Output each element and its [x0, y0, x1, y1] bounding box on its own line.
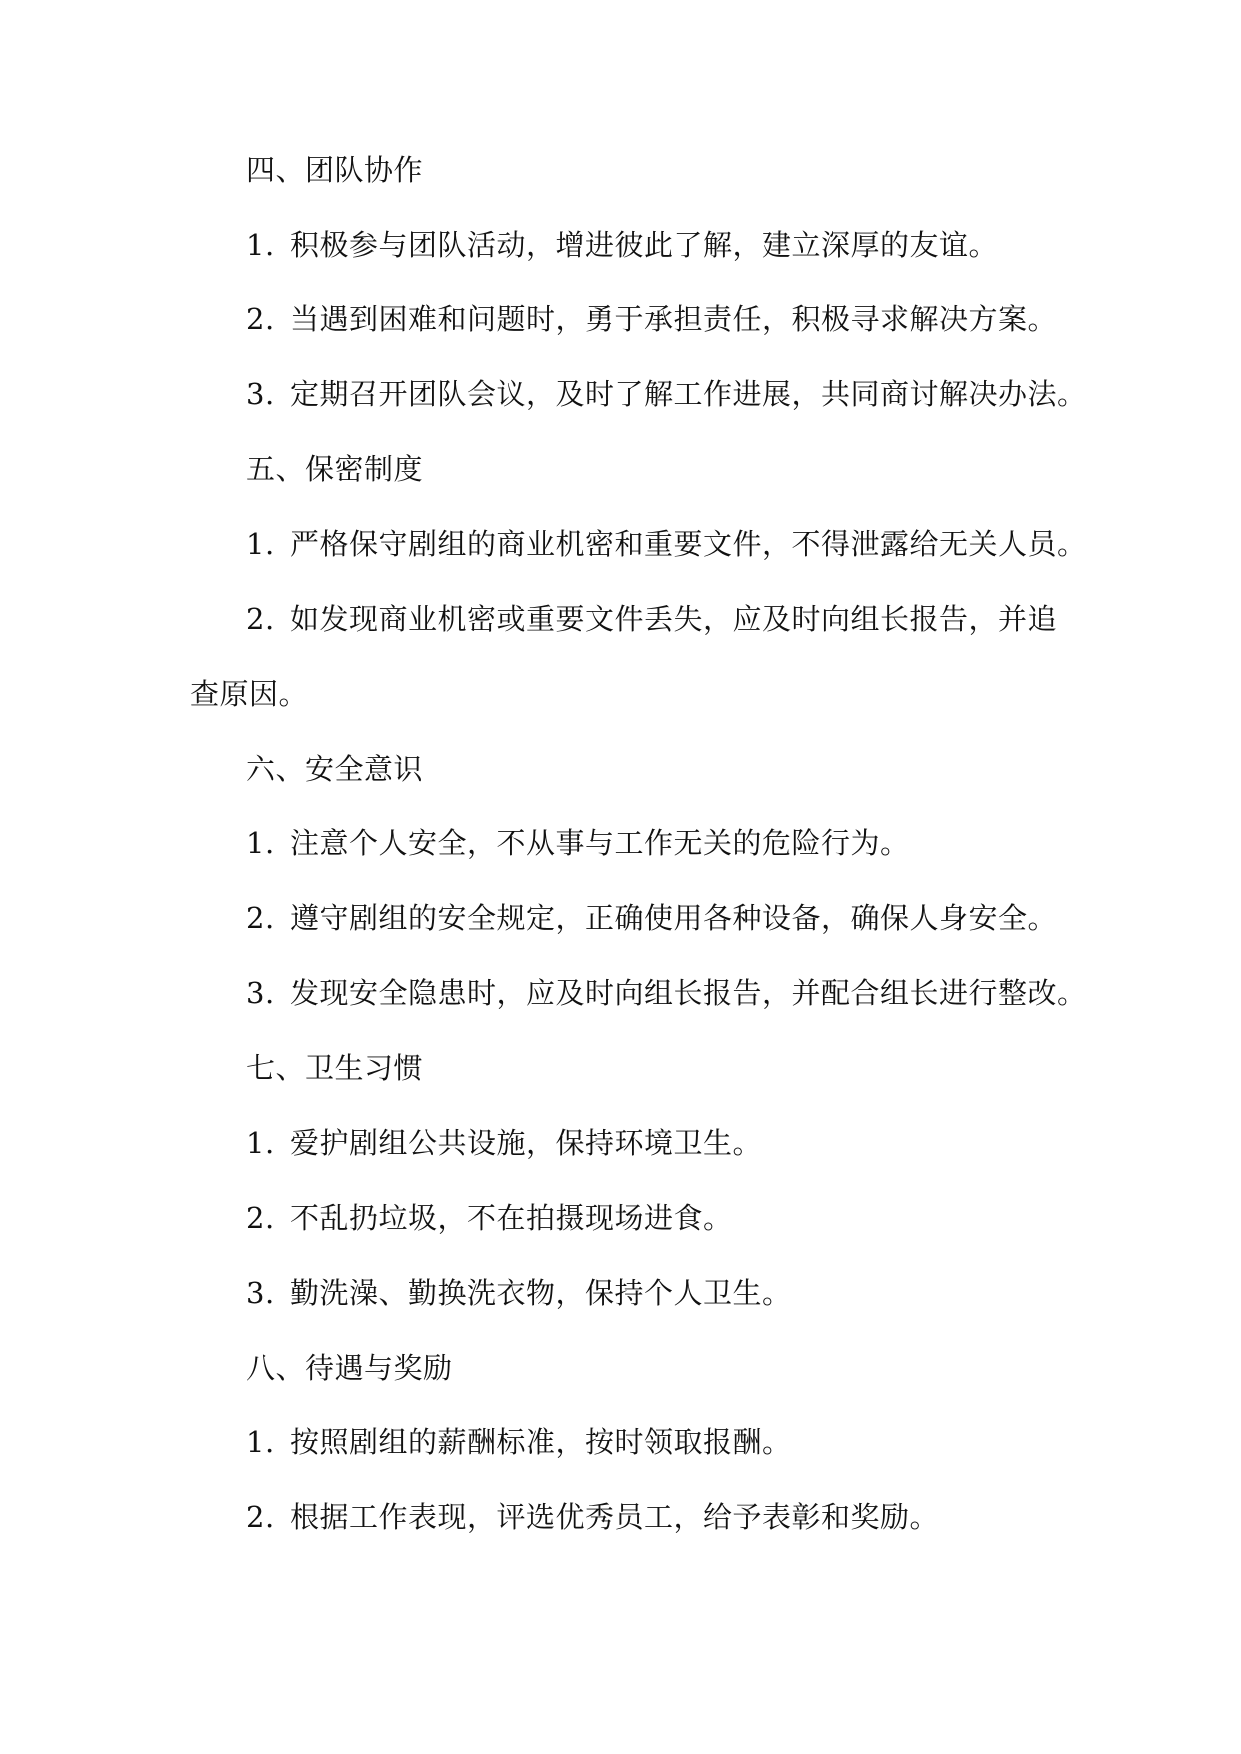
list-item	[246, 973, 1087, 1013]
heading-text: 八、待遇与奖励	[246, 1351, 453, 1385]
section-heading-team-collaboration	[246, 150, 423, 190]
list-item	[246, 823, 910, 863]
list-item	[246, 225, 998, 265]
item-text: 定期召开团队会议，及时了解工作进展，共同商讨解决办法。	[290, 377, 1087, 411]
item-number: 1.	[246, 527, 275, 561]
item-number: 1.	[246, 1425, 275, 1459]
item-text: 根据工作表现，评选优秀员工，给予表彰和奖励。	[290, 1500, 940, 1534]
item-number: 3.	[246, 976, 275, 1010]
item-number: 2.	[246, 1201, 275, 1235]
section-heading-hygiene	[246, 1048, 423, 1088]
item-text: 注意个人安全，不从事与工作无关的危险行为。	[290, 826, 910, 860]
item-text: 爱护剧组公共设施，保持环境卫生。	[290, 1126, 763, 1160]
section-heading-safety	[246, 749, 423, 789]
list-item	[246, 374, 1087, 414]
item-number: 2.	[246, 602, 275, 636]
heading-text: 六、安全意识	[246, 752, 424, 786]
item-text: 勤洗澡、勤换洗衣物，保持个人卫生。	[290, 1276, 792, 1310]
list-item	[246, 898, 1057, 938]
item-number: 2.	[246, 901, 275, 935]
heading-text: 七、卫生习惯	[246, 1051, 424, 1085]
section-heading-compensation	[246, 1348, 453, 1388]
item-number: 2.	[246, 302, 275, 336]
item-text: 当遇到困难和问题时，勇于承担责任，积极寻求解决方案。	[290, 302, 1058, 336]
list-item	[246, 1273, 792, 1313]
item-text: 不乱扔垃圾，不在拍摄现场进食。	[290, 1201, 733, 1235]
item-number: 3.	[246, 1276, 275, 1310]
item-number: 1.	[246, 826, 275, 860]
list-item-continuation	[190, 674, 308, 714]
item-text: 按照剧组的薪酬标准，按时领取报酬。	[290, 1425, 792, 1459]
list-item	[246, 1123, 762, 1163]
item-text: 遵守剧组的安全规定，正确使用各种设备，确保人身安全。	[290, 901, 1058, 935]
item-text: 严格保守剧组的商业机密和重要文件，不得泄露给无关人员。	[290, 527, 1087, 561]
item-number: 2.	[246, 1500, 275, 1534]
list-item	[246, 299, 1057, 339]
list-item	[246, 1422, 792, 1462]
list-item	[246, 1198, 733, 1238]
section-heading-confidentiality	[246, 449, 423, 489]
list-item	[246, 599, 1057, 639]
item-text: 积极参与团队活动，增进彼此了解，建立深厚的友谊。	[290, 228, 999, 262]
heading-text: 五、保密制度	[246, 452, 424, 486]
item-number: 3.	[246, 377, 275, 411]
list-item	[246, 1497, 939, 1537]
item-number: 1.	[246, 1126, 275, 1160]
item-text: 查原因。	[190, 677, 309, 711]
item-number: 1.	[246, 228, 275, 262]
item-text: 发现安全隐患时，应及时向组长报告，并配合组长进行整改。	[290, 976, 1087, 1010]
list-item	[246, 524, 1087, 564]
heading-text: 四、团队协作	[246, 153, 424, 187]
item-text: 如发现商业机密或重要文件丢失，应及时向组长报告，并追	[290, 602, 1058, 636]
